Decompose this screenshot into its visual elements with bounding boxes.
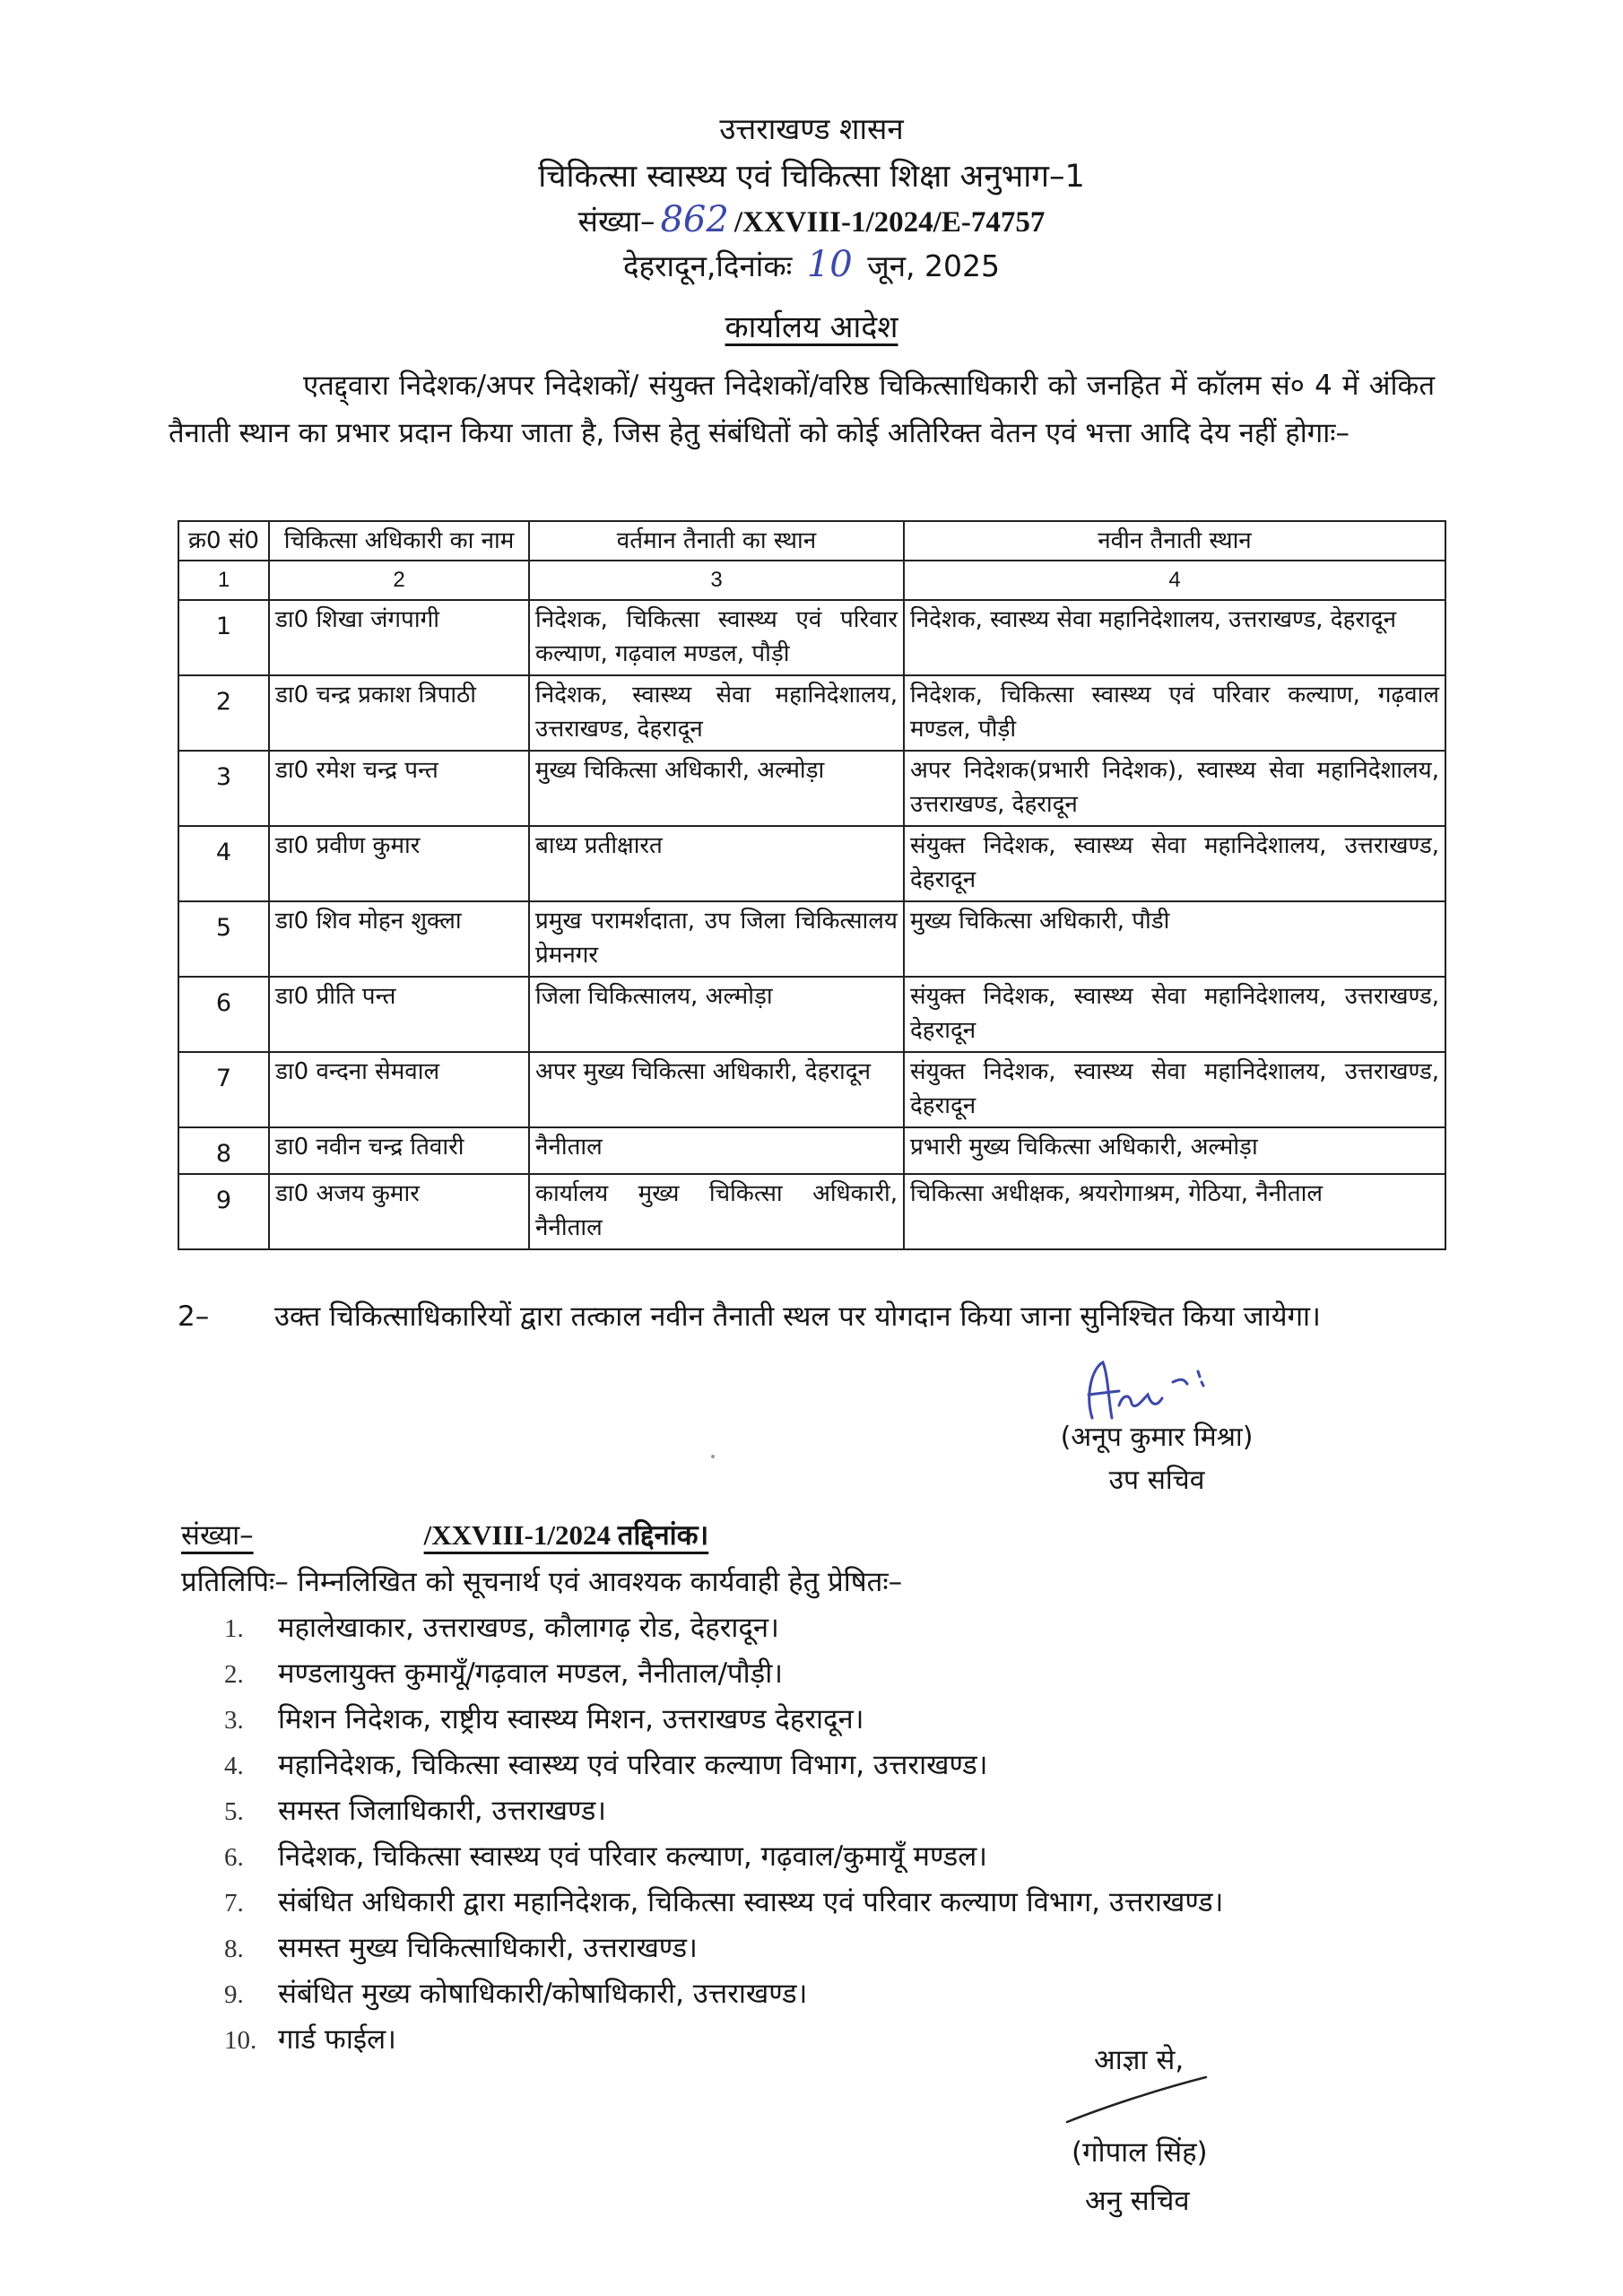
list-item-text: निदेशक, चिकित्सा स्वास्थ्य एवं परिवार कल्याण, गढ़वाल/कुमायूँ मण्डल। <box>278 1840 988 1873</box>
list-item-number: 6. <box>224 1843 244 1872</box>
serial-number: 3 <box>178 751 269 826</box>
current-posting: बाध्य प्रतीक्षारत <box>529 826 904 901</box>
list-item-number: 8. <box>224 1935 244 1963</box>
table-row <box>178 600 1445 675</box>
new-posting: निदेशक, चिकित्सा स्वास्थ्य एवं परिवार कल्याण, गढ़वाल मण्डल, पौड़ी <box>904 675 1445 751</box>
new-posting: संयुक्त निदेशक, स्वास्थ्य सेवा महानिदेशालय, उत्तराखण्ड, देहरादून <box>904 1052 1445 1127</box>
officer-name: डा0 प्रीति पन्त <box>269 977 529 1052</box>
column-number: 1 <box>178 561 269 600</box>
reference-number <box>0 199 1623 240</box>
list-item-text: संबंधित मुख्य कोषाधिकारी/कोषाधिकारी, उत्तराखण्ड। <box>278 1978 808 2010</box>
list-item <box>224 1834 1223 1880</box>
date-suffix: जून, 2025 <box>867 248 1001 283</box>
officer-name: डा0 शिव मोहन शुक्ला <box>269 901 529 977</box>
list-item-number: 2. <box>224 1660 244 1689</box>
scan-speck <box>711 1455 715 1458</box>
current-posting: कार्यालय मुख्य चिकित्सा अधिकारी, नैनीताल <box>529 1174 904 1249</box>
column-number: 3 <box>529 561 904 600</box>
table-row <box>178 751 1445 826</box>
endorsement-suffix: /XXVIII-1/2024 तद्दिनांक। <box>423 1519 709 1551</box>
header-new-posting: नवीन तैनाती स्थान <box>904 521 1445 561</box>
list-item-number: 4. <box>224 1752 244 1780</box>
table-row <box>178 675 1445 751</box>
list-item <box>224 1605 1223 1651</box>
paragraph-2-text: उक्त चिकित्साधिकारियों द्वारा तत्काल नवीन तैनाती स्थल पर योगदान किया जाना सुनिश्चित किया जायेगा। <box>274 1300 1321 1333</box>
officer-name: डा0 प्रवीण कुमार <box>269 826 529 901</box>
government-name: उत्तराखण्ड शासन <box>719 111 904 146</box>
officer-name: डा0 चन्द्र प्रकाश त्रिपाठी <box>269 675 529 751</box>
reference-handwritten: 862 <box>660 199 729 240</box>
order-title <box>0 305 1623 346</box>
officer-name: डा0 वन्दना सेमवाल <box>269 1052 529 1127</box>
table-header-row <box>178 521 1445 561</box>
list-item-text: संबंधित अधिकारी द्वारा महानिदेशक, चिकित्सा स्वास्थ्य एवं परिवार कल्याण विभाग, उत्तराखण्ड। <box>278 1886 1224 1918</box>
reference-suffix: /XXVIII-1/2024/E-74757 <box>733 206 1046 239</box>
new-posting: संयुक्त निदेशक, स्वास्थ्य सेवा महानिदेशालय, उत्तराखण्ड, देहरादून <box>904 977 1445 1052</box>
list-item-number: 3. <box>224 1706 244 1735</box>
signatory-2-designation: अनु सचिव <box>1085 2185 1190 2217</box>
paragraph-2 <box>178 1292 1428 1342</box>
header-serial: क्र0 सं0 <box>178 521 269 561</box>
signatory-1-name: (अनूप कुमार मिश्रा) <box>1060 1422 1254 1453</box>
header-current-posting: वर्तमान तैनाती का स्थान <box>529 521 904 561</box>
copy-to-list <box>224 1605 1223 2063</box>
list-item <box>224 1651 1223 1697</box>
list-item-text: मिशन निदेशक, राष्ट्रीय स्वास्थ्य मिशन, उत्तराखण्ड देहरादून। <box>278 1703 864 1735</box>
endorsement-prefix: संख्या– <box>181 1519 254 1552</box>
order-title-text: कार्यालय आदेश <box>725 309 898 345</box>
new-posting: प्रभारी मुख्य चिकित्सा अधिकारी, अल्मोड़ा <box>904 1127 1445 1174</box>
officer-name: डा0 शिखा जंगपागी <box>269 600 529 675</box>
serial-number: 7 <box>178 1052 269 1127</box>
intro-paragraph: एतद्द्वारा निदेशक/अपर निदेशकों/ संयुक्त निदेशकों/वरिष्ठ चिकित्साधिकारी को जनहित में कॉलम सं० 4 में अंकित तैनाती स्थान का प्रभार प्रदान किया जाता है, जिस हेतु संबंधितों को कोई अतिरिक्त वेतन एवं भत्ता आदि देय नहीं होगाः– <box>169 370 1435 449</box>
serial-number: 8 <box>178 1127 269 1174</box>
issue-date <box>0 244 1623 285</box>
list-item-text: समस्त मुख्य चिकित्साधिकारी, उत्तराखण्ड। <box>278 1932 698 1964</box>
paragraph-2-label: 2– <box>178 1300 210 1333</box>
serial-number: 4 <box>178 826 269 901</box>
column-number: 2 <box>269 561 529 600</box>
officer-name: डा0 अजय कुमार <box>269 1174 529 1249</box>
officer-name: डा0 नवीन चन्द्र तिवारी <box>269 1127 529 1174</box>
new-posting: अपर निदेशक(प्रभारी निदेशक), स्वास्थ्य सेवा महानिदेशालय, उत्तराखण्ड, देहरादून <box>904 751 1445 826</box>
serial-number: 6 <box>178 977 269 1052</box>
list-item <box>224 1697 1223 1743</box>
list-item-text: महानिदेशक, चिकित्सा स्वास्थ्य एवं परिवार कल्याण विभाग, उत्तराखण्ड। <box>278 1749 988 1781</box>
table-row <box>178 901 1445 977</box>
department-name: चिकित्सा स्वास्थ्य एवं चिकित्सा शिक्षा अनुभाग–1 <box>538 159 1085 195</box>
list-item <box>224 1788 1223 1834</box>
list-item <box>224 1971 1223 2017</box>
copy-to-heading: प्रतिलिपिः– निम्नलिखित को सूचनार्थ एवं आवश्यक कार्यवाही हेतु प्रेषितः– <box>181 1566 903 1598</box>
header-officer-name: चिकित्सा अधिकारी का नाम <box>269 521 529 561</box>
current-posting: प्रमुख परामर्शदाता, उप जिला चिकित्सालय प्रेमनगर <box>529 901 904 977</box>
list-item-number: 9. <box>224 1980 244 2009</box>
table-column-number-row <box>178 561 1445 600</box>
current-posting: निदेशक, चिकित्सा स्वास्थ्य एवं परिवार कल्याण, गढ़वाल मण्डल, पौड़ी <box>529 600 904 675</box>
serial-number: 2 <box>178 675 269 751</box>
posting-table <box>178 520 1446 1250</box>
current-posting: निदेशक, स्वास्थ्य सेवा महानिदेशालय, उत्तराखण्ड, देहरादून <box>529 675 904 751</box>
table-row <box>178 826 1445 901</box>
reference-prefix: संख्या– <box>577 204 655 239</box>
table-row <box>178 1127 1445 1174</box>
date-handwritten: 10 <box>806 244 853 285</box>
column-number: 4 <box>904 561 1445 600</box>
current-posting: नैनीताल <box>529 1127 904 1174</box>
list-item-text: मण्डलायुक्त कुमायूँ/गढ़वाल मण्डल, नैनीताल/पौड़ी। <box>278 1657 784 1690</box>
current-posting: जिला चिकित्सालय, अल्मोड़ा <box>529 977 904 1052</box>
current-posting: मुख्य चिकित्सा अधिकारी, अल्मोड़ा <box>529 751 904 826</box>
table-row <box>178 977 1445 1052</box>
list-item-text: गार्ड फाईल। <box>278 2023 396 2056</box>
serial-number: 5 <box>178 901 269 977</box>
signatory-1-designation: उप सचिव <box>1108 1465 1205 1496</box>
date-prefix: देहरादून,दिनांकः <box>622 248 793 283</box>
signatory-2-name: (गोपाल सिंह) <box>1072 2136 1208 2169</box>
list-item-number: 1. <box>224 1614 244 1643</box>
list-item <box>224 1926 1223 1971</box>
list-item-number: 7. <box>224 1889 244 1918</box>
table-row <box>178 1052 1445 1127</box>
officer-name: डा0 रमेश चन्द्र पन्त <box>269 751 529 826</box>
new-posting: मुख्य चिकित्सा अधिकारी, पौडी <box>904 901 1445 977</box>
new-posting: निदेशक, स्वास्थ्य सेवा महानिदेशालय, उत्तराखण्ड, देहरादून <box>904 600 1445 675</box>
list-item <box>224 1880 1223 1926</box>
list-item-text: महालेखाकार, उत्तराखण्ड, कौलागढ़ रोड, देहरादून। <box>278 1612 779 1644</box>
serial-number: 9 <box>178 1174 269 1249</box>
list-item <box>224 2017 1223 2063</box>
current-posting: अपर मुख्य चिकित्सा अधिकारी, देहरादून <box>529 1052 904 1127</box>
new-posting: चिकित्सा अधीक्षक, श्रयरोगाश्रम, गेठिया, नैनीताल <box>904 1174 1445 1249</box>
endorsement-number <box>181 1516 708 1553</box>
signature-2 <box>1058 2072 1237 2126</box>
list-item-text: समस्त जिलाधिकारी, उत्तराखण्ड। <box>278 1795 607 1827</box>
list-item-number: 5. <box>224 1797 244 1826</box>
serial-number: 1 <box>178 600 269 675</box>
table-row <box>178 1174 1445 1249</box>
list-item-number: 10. <box>224 2026 257 2055</box>
order-by-line: आज्ञा से, <box>1094 2044 1185 2076</box>
list-item <box>224 1743 1223 1788</box>
signature-1 <box>1022 1359 1291 1422</box>
new-posting: संयुक्त निदेशक, स्वास्थ्य सेवा महानिदेशालय, उत्तराखण्ड, देहरादून <box>904 826 1445 901</box>
